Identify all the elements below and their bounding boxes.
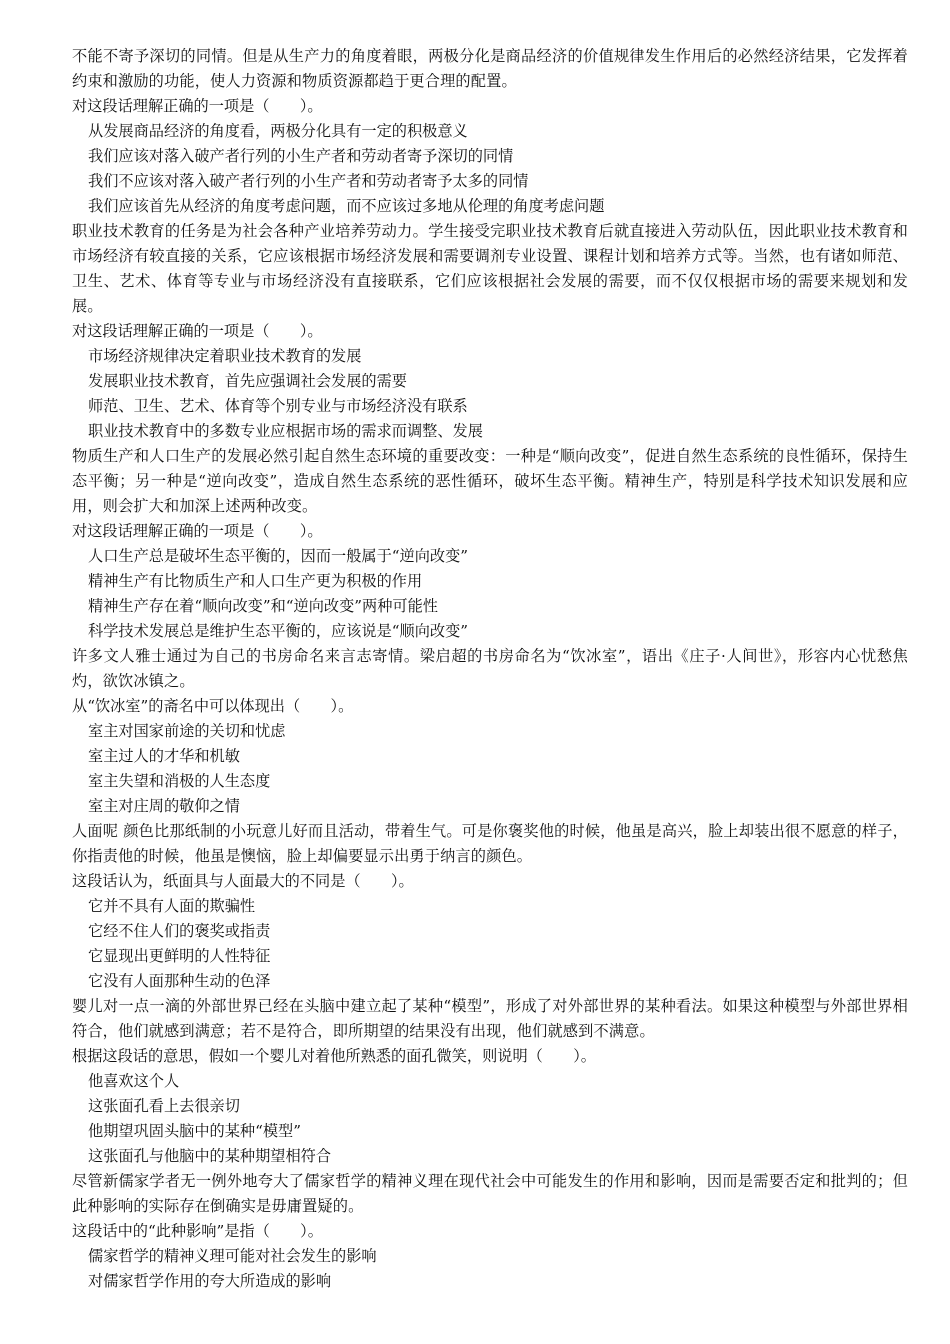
option: 室主对庄周的敬仰之情 — [88, 797, 240, 815]
question-5 — [72, 819, 908, 994]
question-stem: 这段话中的“此种影响”是指（ ）。 — [72, 1222, 323, 1240]
option: 对儒家哲学作用的夸大所造成的影响 — [88, 1272, 331, 1290]
question-stem: 对这段话理解正确的一项是（ ）。 — [72, 322, 323, 340]
option: 人口生产总是破坏生态平衡的，因而一般属于“逆向改变” — [88, 547, 469, 565]
option: 室主失望和消极的人生态度 — [88, 772, 271, 790]
passage: 婴儿对一点一滴的外部世界已经在头脑中建立起了某种“模型”，形成了对外部世界的某种看法。如果这种模型与外部世界相符合，他们就感到满意；若不是符合，即所期望的结果没有出现，他们就感到不满意。 — [72, 997, 908, 1040]
question-stem: 从“饮冰室”的斋名中可以体现出（ ）。 — [72, 697, 354, 715]
question-1 — [72, 44, 908, 219]
option: 儒家哲学的精神义理可能对社会发生的影响 — [88, 1247, 377, 1265]
option: 他喜欢这个人 — [88, 1072, 180, 1090]
option: 我们应该首先从经济的角度考虑问题，而不应该过多地从伦理的角度考虑问题 — [88, 197, 605, 215]
option: 精神生产存在着“顺向改变”和“逆向改变”两种可能性 — [88, 597, 438, 615]
question-7 — [72, 1169, 908, 1294]
option: 市场经济规律决定着职业技术教育的发展 — [88, 347, 362, 365]
question-stem: 对这段话理解正确的一项是（ ）。 — [72, 97, 323, 115]
option: 科学技术发展总是维护生态平衡的，应该说是“顺向改变” — [88, 622, 469, 640]
option: 从发展商品经济的角度看，两极分化具有一定的积极意义 — [88, 122, 468, 140]
passage: 尽管新儒家学者无一例外地夸大了儒家哲学的精神义理在现代社会中可能发生的作用和影响，因而是需要否定和批判的；但此种影响的实际存在倒确实是毋庸置疑的。 — [72, 1172, 908, 1215]
passage: 不能不寄予深切的同情。但是从生产力的角度着眼，两极分化是商品经济的价值规律发生作用后的必然经济结果，它发挥着约束和激励的功能，使人力资源和物质资源都趋于更合理的配置。 — [72, 47, 908, 90]
question-stem: 这段话认为，纸面具与人面最大的不同是（ ）。 — [72, 872, 414, 890]
question-stem: 根据这段话的意思，假如一个婴儿对着他所熟悉的面孔微笑，则说明（ ）。 — [72, 1047, 596, 1065]
option: 它经不住人们的褒奖或指责 — [88, 922, 271, 940]
option: 这张面孔与他脑中的某种期望相符合 — [88, 1147, 331, 1165]
option: 它并不具有人面的欺骗性 — [88, 897, 256, 915]
question-3 — [72, 444, 908, 644]
option: 师范、卫生、艺术、体育等个别专业与市场经济没有联系 — [88, 397, 468, 415]
question-6 — [72, 994, 908, 1169]
option: 精神生产有比物质生产和人口生产更为积极的作用 — [88, 572, 423, 590]
question-4 — [72, 644, 908, 819]
option: 我们应该对落入破产者行列的小生产者和劳动者寄予深切的同情 — [88, 147, 514, 165]
option: 它显现出更鲜明的人性特征 — [88, 947, 271, 965]
option: 我们不应该对落入破产者行列的小生产者和劳动者寄予太多的同情 — [88, 172, 529, 190]
option: 室主对国家前途的关切和忧虑 — [88, 722, 286, 740]
passage: 物质生产和人口生产的发展必然引起自然生态环境的重要改变：一种是“顺向改变”，促进自然生态系统的良性循环，保持生态平衡；另一种是“逆向改变”，造成自然生态系统的恶性循环，破坏生态平衡。精神生产，特别是科学技术知识发展和应用，则会扩大和加深上述两种改变。 — [72, 447, 908, 515]
option: 职业技术教育中的多数专业应根据市场的需求而调整、发展 — [88, 422, 483, 440]
option: 发展职业技术教育，首先应强调社会发展的需要 — [88, 372, 407, 390]
passage: 职业技术教育的任务是为社会各种产业培养劳动力。学生接受完职业技术教育后就直接进入劳动队伍，因此职业技术教育和市场经济有较直接的关系，它应该根据市场经济发展和需要调剂专业设置、课程计划和培养方式等。当然，也有诸如师范、卫生、艺术、体育等专业与市场经济没有直接联系，它们应该根据社会发展的需要，而不仅仅根据市场的需要来规划和发展。 — [72, 222, 908, 315]
option: 室主过人的才华和机敏 — [88, 747, 240, 765]
document-page — [72, 44, 908, 1294]
passage: 人面呢 颜色比那纸制的小玩意儿好而且活动，带着生气。可是你褒奖他的时候，他虽是高兴，脸上却装出很不愿意的样子，你指责他的时候，他虽是懊恼，脸上却偏要显示出勇于纳言的颜色。 — [72, 822, 908, 865]
option: 这张面孔看上去很亲切 — [88, 1097, 240, 1115]
passage: 许多文人雅士通过为自己的书房命名来言志寄情。梁启超的书房命名为“饮冰室”，语出《庄子·人间世》，形容内心忧愁焦灼，欲饮冰镇之。 — [72, 647, 908, 690]
question-stem: 对这段话理解正确的一项是（ ）。 — [72, 522, 323, 540]
question-2 — [72, 219, 908, 444]
option: 它没有人面那种生动的色泽 — [88, 972, 271, 990]
option: 他期望巩固头脑中的某种“模型” — [88, 1122, 301, 1140]
